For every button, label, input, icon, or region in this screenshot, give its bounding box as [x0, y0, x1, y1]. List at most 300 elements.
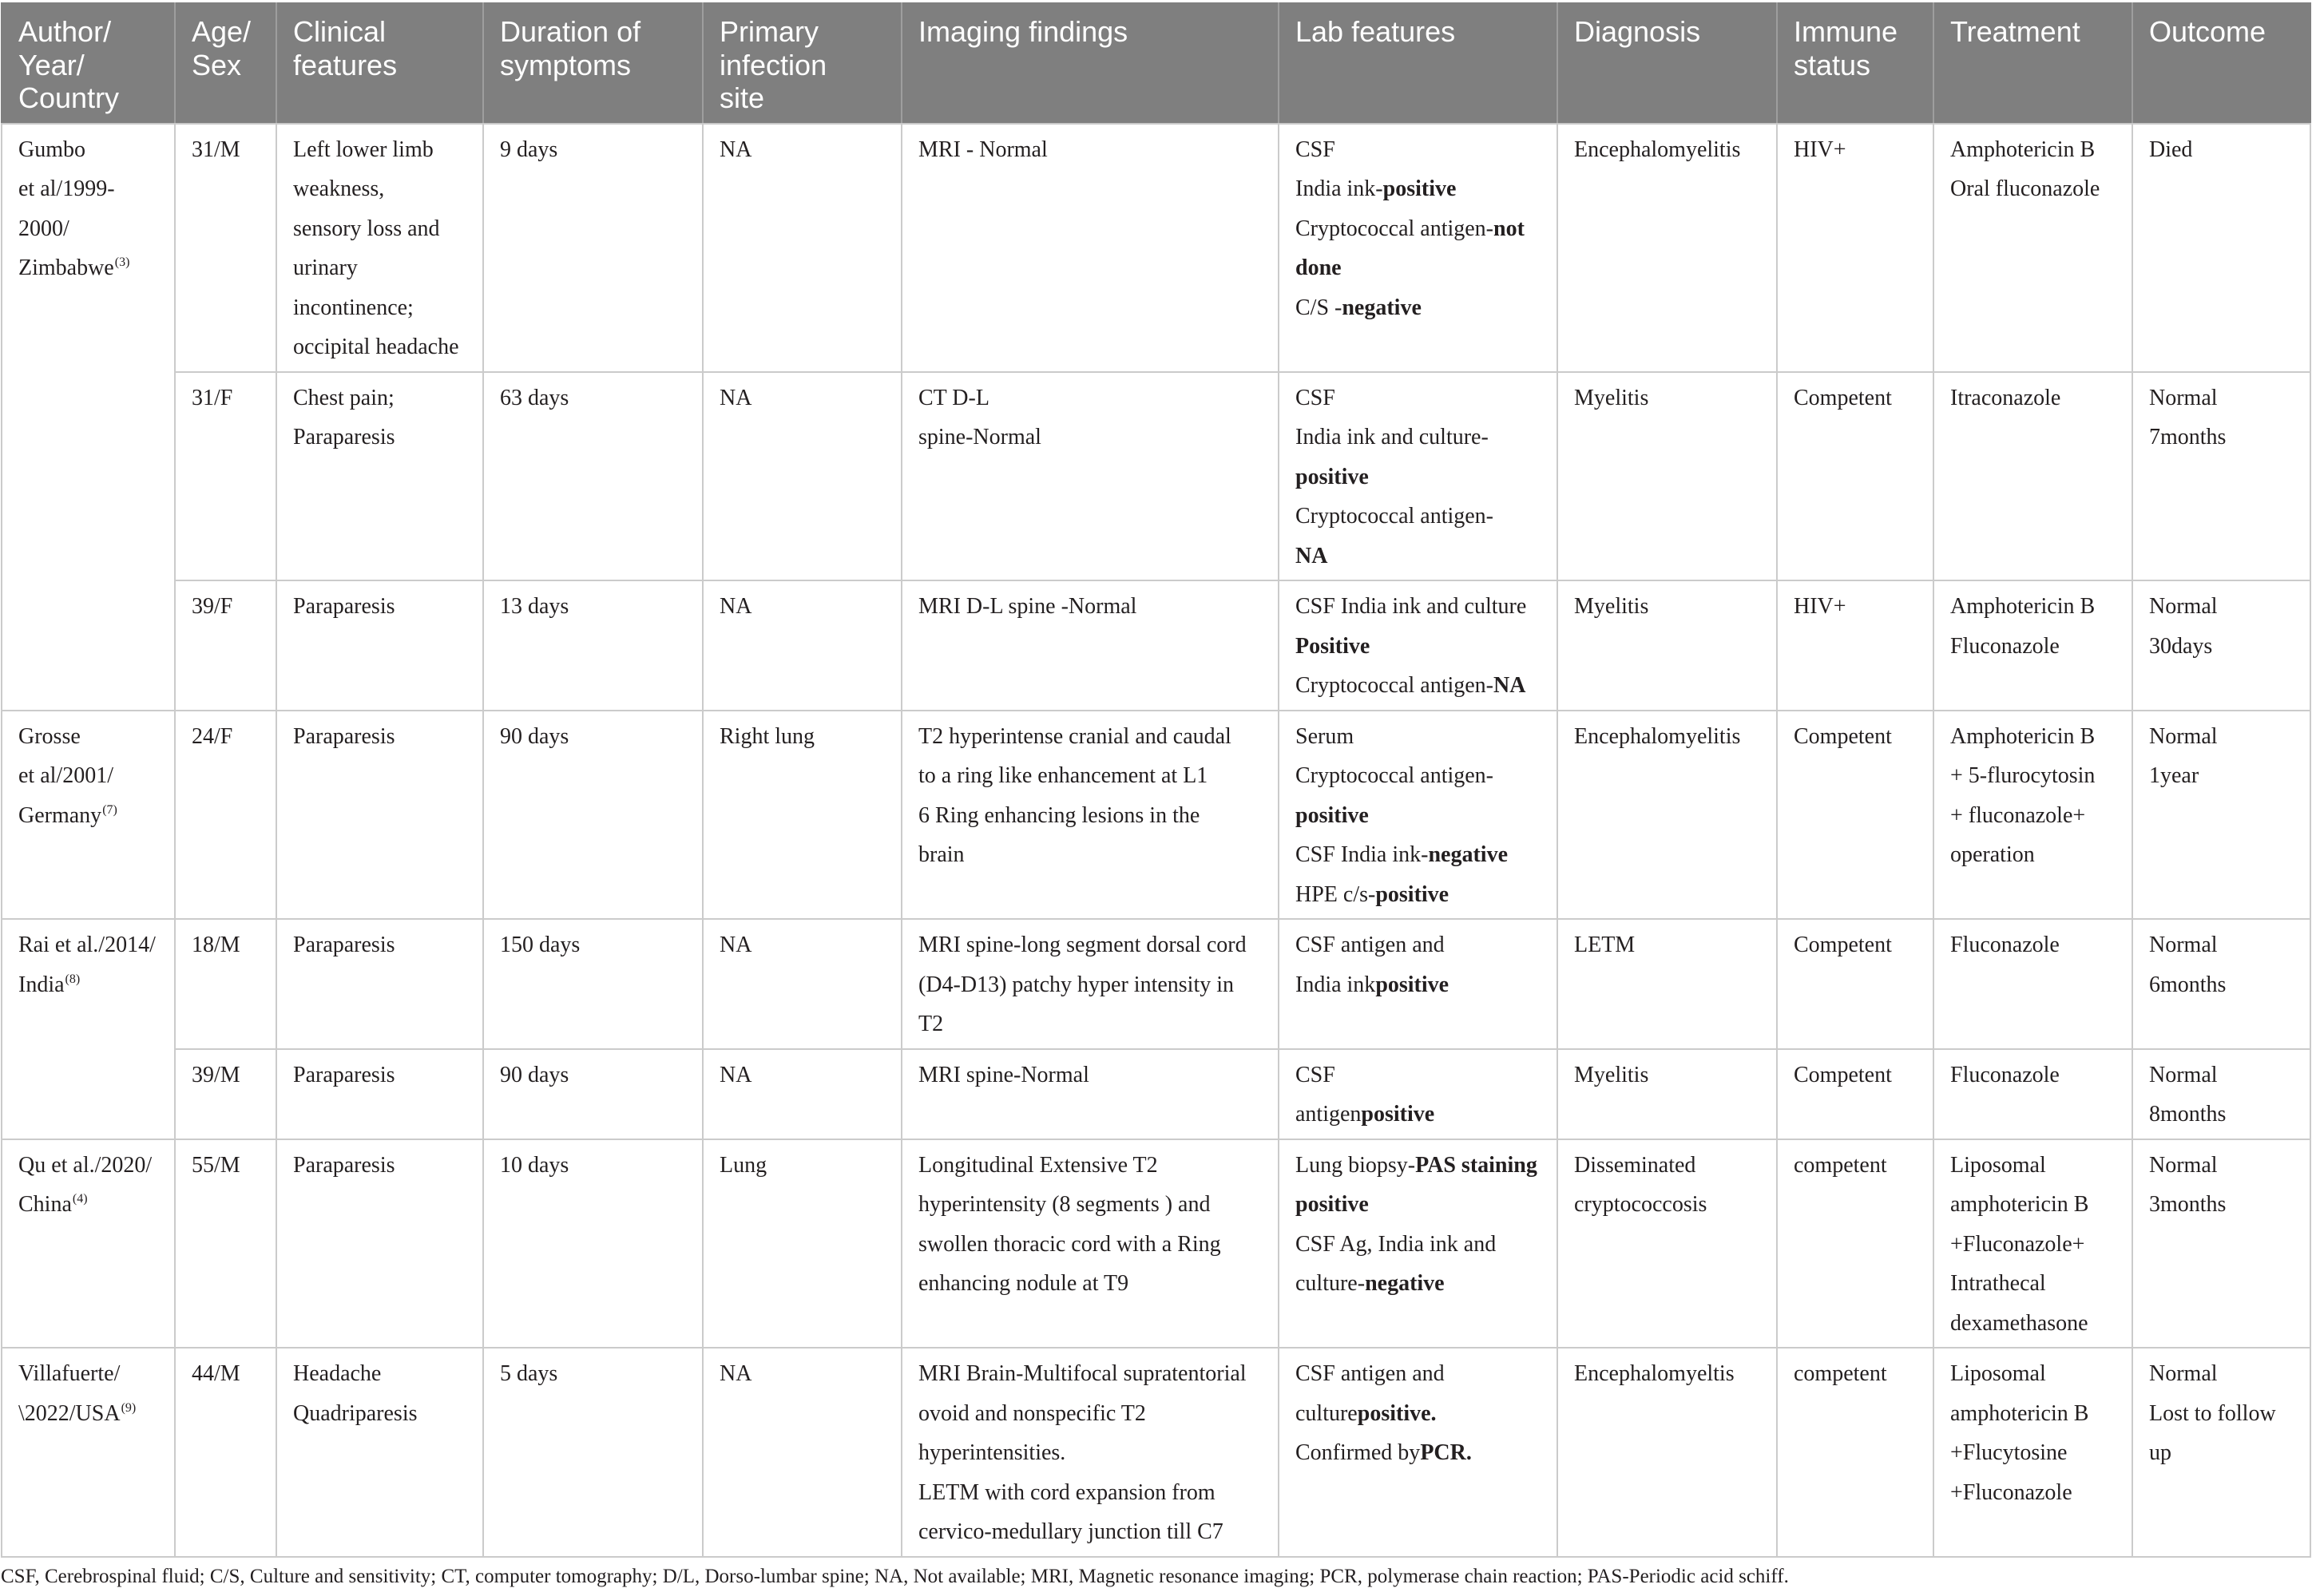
text-line: CSF: [1295, 1062, 1335, 1087]
text-line: 5 days: [500, 1361, 558, 1386]
cell-duration-of-symptoms: [483, 372, 703, 581]
cell-lab-features: [1279, 124, 1557, 372]
header-line: Duration of: [500, 15, 641, 48]
text-line: Left lower limb: [293, 137, 434, 162]
cell-clinical-features: [276, 124, 483, 372]
cell-immune-status: [1777, 919, 1933, 1049]
cell-primary-infection-site: [703, 124, 902, 372]
bold-text: not: [1493, 216, 1525, 241]
header-line: status: [1794, 48, 1871, 81]
text-line: CT D-L: [918, 385, 989, 410]
cell-diagnosis: [1557, 124, 1777, 372]
text-line: brain: [918, 842, 965, 867]
bold-text: negative: [1428, 842, 1508, 867]
cell-primary-infection-site: [703, 580, 902, 711]
text-line: Competent: [1794, 933, 1892, 957]
text-line: Normal: [2149, 594, 2218, 619]
text-line: MRI spine-Normal: [918, 1062, 1089, 1087]
table-row: [2, 372, 2310, 581]
header-line: Age/: [192, 15, 252, 48]
reference-superscript: (3): [114, 255, 130, 269]
text-line: Encephalomyelitis: [1574, 723, 1741, 749]
text-line: Intrathecal: [1950, 1271, 2046, 1296]
text-line: 1year: [2149, 763, 2199, 788]
text-line: cryptococcosis: [1574, 1192, 1707, 1217]
text-line: [1295, 1264, 1552, 1304]
cell-author: [2, 1139, 175, 1348]
header-line: Sex: [192, 48, 242, 81]
table-row: [2, 580, 2310, 711]
text-line: up: [2149, 1440, 2171, 1465]
cell-treatment: [1933, 124, 2132, 372]
header-line: Author/: [18, 15, 112, 48]
text-line: [1295, 288, 1552, 328]
cell-diagnosis: [1557, 372, 1777, 581]
text-segment: India ink-: [1295, 176, 1383, 201]
text-line: Competent: [1794, 385, 1892, 410]
text-line: 150 days: [500, 933, 581, 957]
reference-superscript: (8): [65, 972, 81, 986]
text-segment: Confirmed by: [1295, 1440, 1421, 1465]
cell-clinical-features: [276, 1348, 483, 1557]
column-header-author: [2, 2, 175, 124]
bold-text: negative: [1342, 295, 1422, 320]
bold-text: positive: [1375, 881, 1449, 907]
text-line: [1295, 1394, 1552, 1434]
text-line: Oral fluconazole: [1950, 176, 2100, 201]
text-line: weakness,: [293, 176, 385, 201]
cell-treatment: [1933, 919, 2132, 1049]
reference-superscript: (4): [72, 1192, 88, 1206]
text-line: India ink and culture-: [1295, 425, 1489, 449]
text-line: Grosse: [18, 723, 81, 749]
text-segment: India: [18, 972, 65, 997]
header-line: Treatment: [1950, 15, 2080, 48]
text-line: Amphotericin B: [1950, 594, 2096, 619]
text-line: et al/2001/: [18, 763, 113, 788]
cell-duration-of-symptoms: [483, 1348, 703, 1557]
bold-text: positive: [1375, 972, 1449, 997]
cell-outcome: [2132, 580, 2310, 711]
text-line: MRI spine-long segment dorsal cord: [918, 933, 1247, 957]
header-line: Outcome: [2149, 15, 2266, 48]
text-line: Paraparesis: [293, 933, 395, 957]
text-line: Fluconazole: [1950, 633, 2060, 659]
text-line: Paraparesis: [293, 425, 395, 449]
text-line: Paraparesis: [293, 1062, 395, 1087]
column-header-diagnosis: [1557, 2, 1777, 124]
cell-diagnosis: [1557, 919, 1777, 1049]
header-line: Lab features: [1295, 15, 1456, 48]
cell-imaging-findings: [902, 1348, 1279, 1557]
cell-duration-of-symptoms: [483, 1139, 703, 1348]
cell-clinical-features: [276, 580, 483, 711]
text-line: [1295, 965, 1552, 1005]
cell-immune-status: [1777, 580, 1933, 711]
text-line: 39/F: [192, 594, 233, 619]
text-line: ovoid and nonspecific T2: [918, 1400, 1146, 1426]
column-header-imaging-findings: [902, 2, 1279, 124]
cell-diagnosis: [1557, 1348, 1777, 1557]
cell-author: [2, 919, 175, 1139]
column-header-outcome: [2132, 2, 2310, 124]
bold-text: negative: [1365, 1271, 1445, 1296]
text-line: 3months: [2149, 1192, 2227, 1217]
text-line: CSF antigen and: [1295, 933, 1445, 957]
cell-immune-status: [1777, 372, 1933, 581]
text-line: [1295, 627, 1552, 667]
cell-clinical-features: [276, 1139, 483, 1348]
cell-lab-features: [1279, 1049, 1557, 1139]
text-line: urinary: [293, 255, 358, 280]
text-line: [18, 965, 169, 1005]
text-line: CSF antigen and: [1295, 1361, 1445, 1386]
cell-diagnosis: [1557, 711, 1777, 920]
text-line: 13 days: [500, 594, 569, 619]
text-line: Encephalomyeltis: [1574, 1361, 1735, 1386]
text-line: amphotericin B: [1950, 1400, 2089, 1426]
text-line: [1295, 875, 1552, 915]
text-segment: Cryptococcal antigen-: [1295, 216, 1494, 241]
text-line: enhancing nodule at T9: [918, 1271, 1129, 1296]
table-row: [2, 711, 2310, 920]
text-segment: CSF India ink-: [1295, 842, 1429, 867]
text-line: Chest pain;: [293, 385, 395, 410]
text-line: occipital headache: [293, 335, 459, 359]
bold-text: positive: [1295, 464, 1369, 489]
column-header-primary-infection-site: [703, 2, 902, 124]
header-line: Diagnosis: [1574, 15, 1701, 48]
text-line: [18, 796, 169, 836]
cell-duration-of-symptoms: [483, 580, 703, 711]
text-line: +Fluconazole: [1950, 1479, 2072, 1505]
text-line: Right lung: [720, 723, 815, 749]
text-line: Fluconazole: [1950, 933, 2060, 957]
text-line: HIV+: [1794, 594, 1846, 619]
text-line: MRI Brain-Multifocal supratentorial: [918, 1361, 1247, 1386]
table-row: [2, 919, 2310, 1049]
cell-imaging-findings: [902, 580, 1279, 711]
text-line: [1295, 209, 1552, 249]
text-line: 55/M: [192, 1152, 240, 1178]
header-line: Year/: [18, 48, 85, 81]
cell-imaging-findings: [902, 1139, 1279, 1348]
cell-lab-features: [1279, 1348, 1557, 1557]
text-line: NA: [720, 1062, 752, 1087]
text-segment: Lung biopsy-: [1295, 1152, 1416, 1178]
cell-diagnosis: [1557, 1139, 1777, 1348]
header-line: Clinical: [293, 15, 387, 48]
header-line: infection: [720, 48, 827, 81]
cell-author: [2, 124, 175, 711]
header-line: Immune: [1794, 15, 1898, 48]
column-header-age-sex: [175, 2, 276, 124]
bold-text: NA: [1493, 673, 1526, 698]
cell-age-sex: [175, 919, 276, 1049]
text-line: [1295, 1146, 1552, 1186]
cell-age-sex: [175, 580, 276, 711]
bold-text: NA: [1295, 543, 1328, 568]
text-line: LETM: [1574, 933, 1636, 957]
text-line: Lung: [720, 1152, 767, 1178]
bold-text: positive: [1295, 1192, 1369, 1217]
text-line: Died: [2149, 137, 2193, 162]
cell-diagnosis: [1557, 580, 1777, 711]
text-line: Paraparesis: [293, 723, 395, 749]
text-line: T2: [918, 1012, 944, 1036]
text-line: Disseminated: [1574, 1152, 1696, 1178]
header-line: symptoms: [500, 48, 632, 81]
text-line: sensory loss and: [293, 216, 440, 241]
text-line: Normal: [2149, 1152, 2218, 1178]
text-line: Competent: [1794, 1062, 1892, 1087]
cell-outcome: [2132, 1348, 2310, 1557]
cell-primary-infection-site: [703, 372, 902, 581]
text-line: [1295, 666, 1552, 706]
text-line: 44/M: [192, 1361, 240, 1386]
text-line: 18/M: [192, 933, 240, 957]
text-line: [1295, 1433, 1552, 1473]
header-line: site: [720, 81, 765, 114]
column-header-immune-status: [1777, 2, 1933, 124]
text-line: Fluconazole: [1950, 1062, 2060, 1087]
text-line: Normal: [2149, 1062, 2218, 1087]
text-line: Lost to follow: [2149, 1400, 2276, 1426]
text-line: Gumbo: [18, 137, 85, 162]
cell-treatment: [1933, 372, 2132, 581]
cell-lab-features: [1279, 711, 1557, 920]
column-header-lab-features: [1279, 2, 1557, 124]
text-line: to a ring like enhancement at L1: [918, 763, 1208, 788]
header-line: Country: [18, 81, 120, 114]
cell-treatment: [1933, 711, 2132, 920]
text-line: [18, 1394, 169, 1434]
cell-imaging-findings: [902, 124, 1279, 372]
text-line: T2 hyperintense cranial and caudal: [918, 723, 1231, 749]
text-line: 10 days: [500, 1152, 569, 1178]
cell-primary-infection-site: [703, 711, 902, 920]
table-row: [2, 1348, 2310, 1557]
bold-text: PCR.: [1420, 1440, 1472, 1465]
cell-primary-infection-site: [703, 1049, 902, 1139]
text-segment: culture-: [1295, 1271, 1366, 1296]
text-segment: HPE c/s-: [1295, 881, 1376, 907]
text-line: + fluconazole+: [1950, 802, 2086, 828]
text-segment: culture: [1295, 1400, 1358, 1426]
header-line: features: [293, 48, 398, 81]
text-line: LETM with cord expansion from: [918, 1479, 1215, 1505]
cell-age-sex: [175, 1139, 276, 1348]
table-row: [2, 1049, 2310, 1139]
text-line: swollen thoracic cord with a Ring: [918, 1231, 1221, 1257]
cell-treatment: [1933, 1049, 2132, 1139]
cell-treatment: [1933, 1139, 2132, 1348]
cell-clinical-features: [276, 919, 483, 1049]
table-footnote: CSF, Cerebrospinal fluid; C/S, Culture and sensitivity; CT, computer tomography; D/L, Dorso-lumbar spine; NA, Not available; MRI, Magnetic resonance imaging; PCR, polymerase chain reaction; PAS-Periodic acid schiff.: [1, 1566, 1789, 1587]
text-line: cervico-medullary junction till C7: [918, 1519, 1223, 1544]
cell-immune-status: [1777, 711, 1933, 920]
cell-clinical-features: [276, 372, 483, 581]
cell-age-sex: [175, 1049, 276, 1139]
text-line: NA: [720, 933, 752, 957]
reference-superscript: (7): [102, 802, 117, 817]
text-line: [1295, 457, 1552, 497]
text-line: Normal: [2149, 1361, 2218, 1386]
cell-immune-status: [1777, 124, 1933, 372]
cell-lab-features: [1279, 1139, 1557, 1348]
column-header-duration-of-symptoms: [483, 2, 703, 124]
text-line: 90 days: [500, 723, 569, 749]
text-line: 30days: [2149, 633, 2213, 659]
text-line: [1295, 1095, 1552, 1135]
text-line: 39/M: [192, 1062, 240, 1087]
cell-treatment: [1933, 1348, 2132, 1557]
text-line: 6 Ring enhancing lesions in the: [918, 802, 1200, 828]
text-line: HIV+: [1794, 137, 1846, 162]
text-line: CSF India ink and culture: [1295, 594, 1527, 619]
text-line: 9 days: [500, 137, 558, 162]
cell-imaging-findings: [902, 711, 1279, 920]
text-line: MRI - Normal: [918, 137, 1048, 162]
text-line: Cryptococcal antigen-: [1295, 504, 1494, 529]
cell-author: [2, 1348, 175, 1557]
text-line: (D4-D13) patchy hyper intensity in: [918, 972, 1235, 997]
text-line: Liposomal: [1950, 1361, 2046, 1386]
table-body: [2, 124, 2310, 1557]
text-line: amphotericin B: [1950, 1192, 2089, 1217]
text-line: [1295, 835, 1552, 875]
text-line: incontinence;: [293, 295, 414, 320]
cell-duration-of-symptoms: [483, 124, 703, 372]
bold-text: PAS staining: [1415, 1152, 1537, 1178]
header-line: Primary: [720, 15, 819, 48]
text-line: 90 days: [500, 1062, 569, 1087]
cell-age-sex: [175, 124, 276, 372]
text-line: [1295, 796, 1552, 836]
cell-outcome: [2132, 1049, 2310, 1139]
text-line: Rai et al./2014/: [18, 933, 156, 957]
cell-lab-features: [1279, 372, 1557, 581]
text-line: 2000/: [18, 216, 69, 241]
text-line: 24/F: [192, 723, 233, 749]
cell-duration-of-symptoms: [483, 711, 703, 920]
bold-text: positive.: [1357, 1400, 1437, 1426]
text-line: Villafuerte/: [18, 1361, 121, 1386]
text-line: Competent: [1794, 723, 1892, 749]
text-line: Myelitis: [1574, 385, 1649, 410]
column-header-treatment: [1933, 2, 2132, 124]
cell-author: [2, 711, 175, 920]
text-line: + 5-flurocytosin: [1950, 763, 2096, 788]
text-line: spine-Normal: [918, 425, 1041, 449]
header-row: [2, 2, 2310, 124]
text-line: 31/M: [192, 137, 240, 162]
text-line: hyperintensities.: [918, 1440, 1066, 1465]
cell-outcome: [2132, 124, 2310, 372]
text-line: NA: [720, 385, 752, 410]
text-line: Normal: [2149, 933, 2218, 957]
text-line: +Fluconazole+: [1950, 1231, 2085, 1257]
text-line: Encephalomyelitis: [1574, 137, 1741, 162]
cell-outcome: [2132, 711, 2310, 920]
text-line: +Flucytosine: [1950, 1440, 2068, 1465]
cell-duration-of-symptoms: [483, 1049, 703, 1139]
cell-outcome: [2132, 372, 2310, 581]
cell-clinical-features: [276, 711, 483, 920]
text-line: Amphotericin B: [1950, 723, 2096, 749]
header-line: Imaging findings: [918, 15, 1128, 48]
text-line: Qu et al./2020/: [18, 1152, 153, 1178]
cell-primary-infection-site: [703, 1139, 902, 1348]
cell-immune-status: [1777, 1139, 1933, 1348]
reference-superscript: (9): [121, 1400, 137, 1415]
text-line: 6months: [2149, 972, 2227, 997]
text-line: [1295, 537, 1552, 576]
text-segment: China: [18, 1192, 72, 1217]
text-line: 31/F: [192, 385, 233, 410]
text-line: [1295, 169, 1552, 209]
table-row: [2, 124, 2310, 372]
text-line: hyperintensity (8 segments ) and: [918, 1192, 1211, 1217]
cell-immune-status: [1777, 1049, 1933, 1139]
cell-outcome: [2132, 1139, 2310, 1348]
text-line: Quadriparesis: [293, 1400, 418, 1426]
text-line: Liposomal: [1950, 1152, 2046, 1178]
text-segment: Germany: [18, 802, 102, 828]
bold-text: Positive: [1295, 633, 1370, 659]
text-line: Headache: [293, 1361, 382, 1386]
cell-outcome: [2132, 919, 2310, 1049]
cell-primary-infection-site: [703, 919, 902, 1049]
text-line: dexamethasone: [1950, 1310, 2088, 1336]
text-line: Myelitis: [1574, 1062, 1649, 1087]
table-header: [2, 2, 2310, 124]
text-line: [1295, 248, 1552, 288]
case-reports-table: [1, 2, 2311, 1558]
text-segment: India ink: [1295, 972, 1376, 997]
text-line: Itraconazole: [1950, 385, 2061, 410]
cell-age-sex: [175, 372, 276, 581]
text-segment: antigen: [1295, 1102, 1362, 1127]
text-line: Amphotericin B: [1950, 137, 2096, 162]
text-line: Paraparesis: [293, 1152, 395, 1178]
cell-lab-features: [1279, 919, 1557, 1049]
text-line: competent: [1794, 1361, 1887, 1386]
text-line: Paraparesis: [293, 594, 395, 619]
cell-imaging-findings: [902, 919, 1279, 1049]
text-line: MRI D-L spine -Normal: [918, 594, 1137, 619]
text-line: competent: [1794, 1152, 1887, 1178]
cell-immune-status: [1777, 1348, 1933, 1557]
text-line: CSF: [1295, 137, 1335, 162]
text-line: [1295, 1185, 1552, 1225]
cell-duration-of-symptoms: [483, 919, 703, 1049]
cell-age-sex: [175, 1348, 276, 1557]
bold-text: positive: [1382, 176, 1457, 201]
text-line: Longitudinal Extensive T2: [918, 1152, 1158, 1178]
bold-text: positive: [1295, 802, 1369, 828]
bold-text: positive: [1361, 1102, 1435, 1127]
text-segment: Cryptococcal antigen-: [1295, 673, 1494, 698]
text-line: CSF Ag, India ink and: [1295, 1231, 1497, 1257]
text-line: Normal: [2149, 723, 2218, 749]
text-line: et al/1999-: [18, 176, 115, 201]
text-line: Normal: [2149, 385, 2218, 410]
table-row: [2, 1139, 2310, 1348]
column-header-clinical-features: [276, 2, 483, 124]
cell-clinical-features: [276, 1049, 483, 1139]
text-line: Serum: [1295, 723, 1354, 749]
